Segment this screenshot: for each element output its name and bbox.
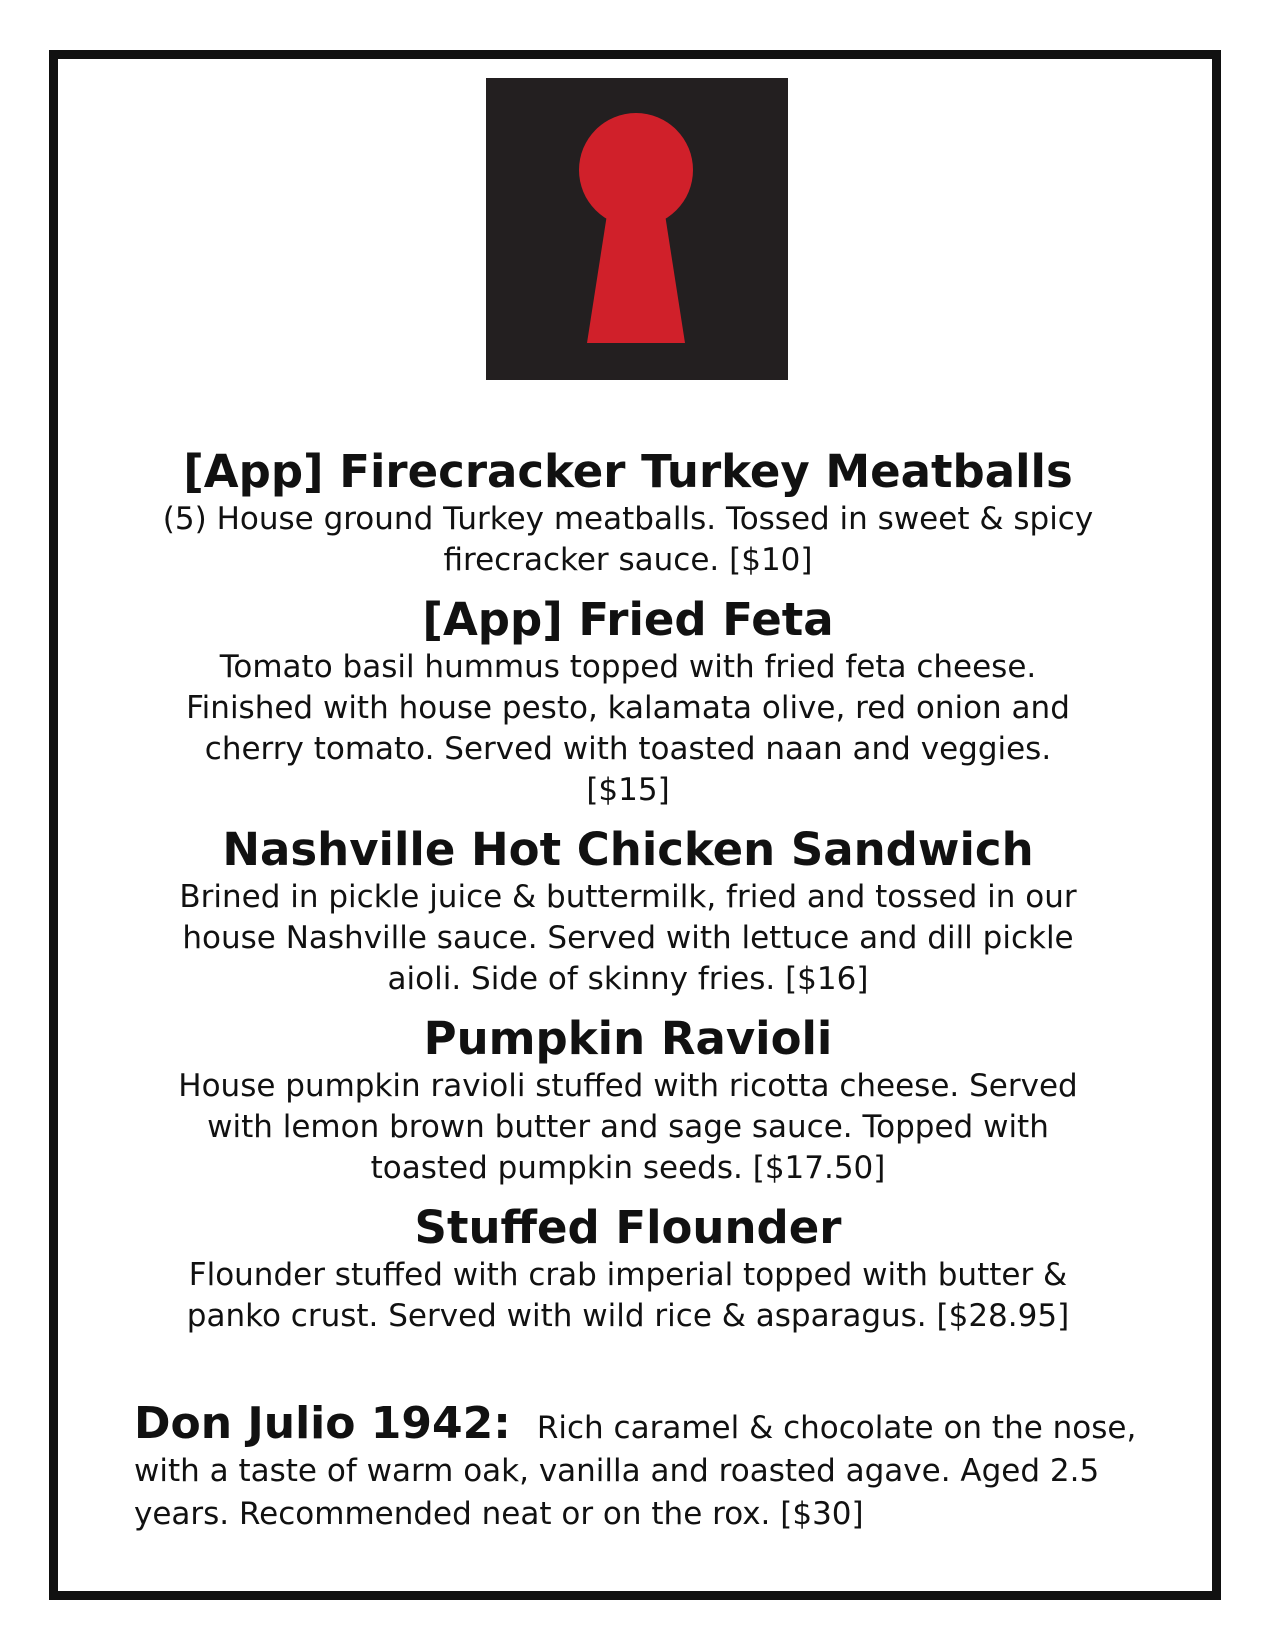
menu-item-title: [App] Firecracker Turkey Meatballs xyxy=(183,445,1073,498)
spotlight-description: Rich caramel & chocolate on the nose, with a taste of warm oak, vanilla and roasted agave. Aged 2.5 years. Recommended neat or on the rox. [$30] xyxy=(134,1410,1137,1532)
menu-item-description: Flounder stuffed with crab imperial topped with butter & panko crust. Served with wild rice & asparagus. [$28.95] xyxy=(186,1257,1070,1334)
menu-item-title: [App] Fried Feta xyxy=(422,593,834,646)
keyhole-icon xyxy=(486,78,788,380)
menu-item-title: Nashville Hot Chicken Sandwich xyxy=(222,823,1034,876)
spotlight-drink xyxy=(134,1398,1164,1536)
menu-item xyxy=(110,1201,1146,1337)
menu-item xyxy=(110,593,1146,811)
menu-item-description: House pumpkin ravioli stuffed with ricotta cheese. Served with lemon brown butter and sage sauce. Topped with toasted pumpkin seeds. [$17.50] xyxy=(178,1068,1078,1186)
menu-item-description: (5) House ground Turkey meatballs. Tossed in sweet & spicy firecracker sauce. [$10] xyxy=(162,501,1094,578)
menu-item-title: Stuffed Flounder xyxy=(414,1201,842,1254)
menu-item-description: Tomato basil hummus topped with fried feta cheese. Finished with house pesto, kalamata olive, red onion and cherry tomato. Served with toasted naan and veggies. [$15] xyxy=(186,649,1070,808)
menu-list xyxy=(110,445,1146,1349)
menu-item xyxy=(110,823,1146,1000)
menu-item xyxy=(110,1012,1146,1189)
keyhole-logo xyxy=(486,78,788,380)
menu-item-description: Brined in pickle juice & buttermilk, fried and tossed in our house Nashville sauce. Served with lettuce and dill pickle aioli. Side of skinny fries. [$16] xyxy=(179,879,1077,997)
menu-item-title: Pumpkin Ravioli xyxy=(423,1012,833,1065)
spotlight-title: Don Julio 1942: xyxy=(134,1398,511,1449)
menu-item xyxy=(110,445,1146,581)
